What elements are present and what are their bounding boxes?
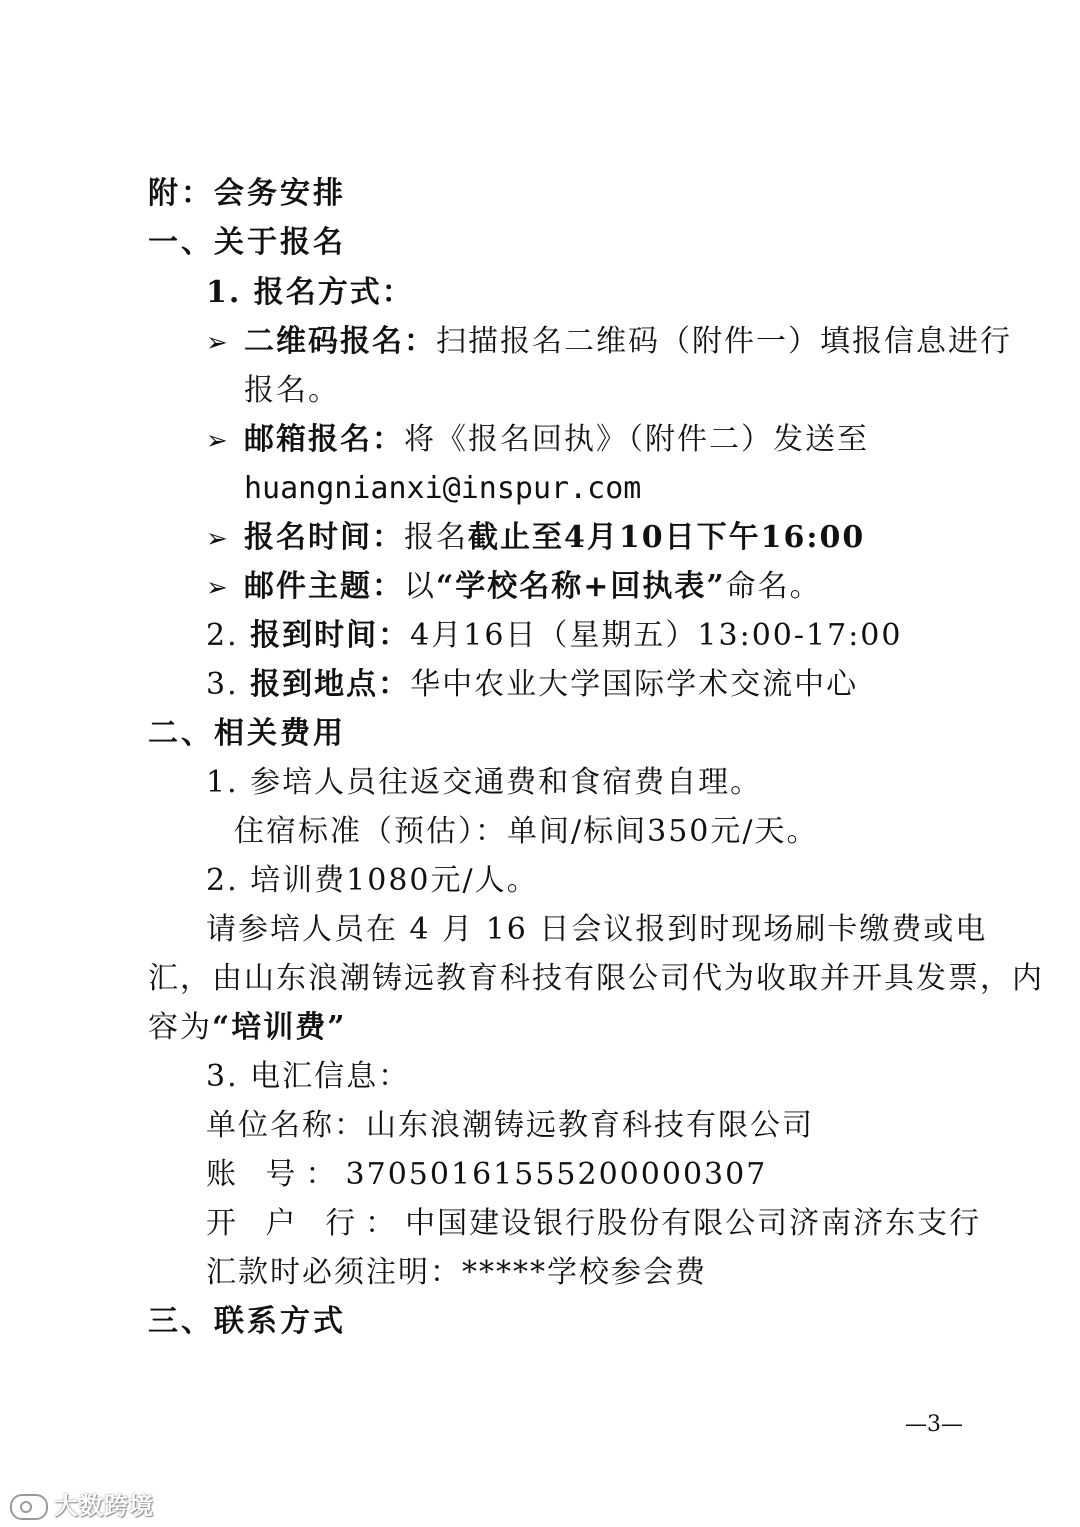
section-heading-contact: 三、联系方式: [148, 1304, 346, 1339]
brand-logo-icon: [10, 1494, 48, 1520]
deadline-value: 截止至4月10日下午16:00: [468, 520, 866, 555]
wire-unit-name: [206, 1106, 814, 1146]
field-value: 中国建设银行股份有限公司济南济东支行: [405, 1206, 982, 1241]
bullet-text: 将《报名回执》（附件二）发送至: [404, 422, 869, 457]
page-number: —3—: [905, 1412, 963, 1437]
fee-item-training: 2. 培训费1080元/人。: [206, 863, 539, 898]
field-label: 单位名称：: [206, 1108, 366, 1143]
item-text: 4月16日（星期五）13:00-17:00: [410, 618, 903, 653]
page-title: 附：会务安排: [148, 176, 346, 211]
field-label: 账 号：: [206, 1157, 346, 1192]
bullet-email-subject: [206, 567, 822, 608]
field-label: 汇款时必须注明：: [206, 1255, 462, 1290]
field-value: *****学校参会费: [462, 1255, 707, 1290]
item-number: 3.: [206, 667, 239, 702]
arrow-bullet-icon: ➢: [206, 328, 230, 358]
item-checkin-location: [206, 665, 858, 705]
bullet-label: 报名时间：: [244, 520, 404, 555]
item-label: 报到时间：: [250, 618, 411, 653]
item-registration-method: 1. 报名方式：: [206, 275, 414, 310]
item-number: 2.: [206, 618, 239, 653]
arrow-bullet-icon: ➢: [206, 573, 230, 603]
paragraph-text: 容为: [148, 1010, 212, 1045]
item-label: 报到地点：: [250, 667, 411, 702]
watermark: [10, 1486, 154, 1521]
field-value: 山东浪潮铸远教育科技有限公司: [366, 1108, 814, 1143]
arrow-bullet-icon: ➢: [206, 426, 230, 456]
bullet-text: 扫描报名二维码（附件一）填报信息进行: [436, 324, 1012, 359]
watermark-text: 大数跨境: [54, 1492, 154, 1520]
bullet-text-end: 命名。: [725, 569, 822, 604]
subject-format: “学校名称+回执表”: [436, 569, 726, 604]
bullet-qr-registration: [206, 322, 1012, 363]
arrow-bullet-icon: ➢: [206, 524, 230, 554]
wire-info-heading: 3. 电汇信息：: [206, 1059, 411, 1094]
bullet-label: 二维码报名：: [244, 324, 436, 359]
section-heading-registration: 一、关于报名: [148, 225, 346, 260]
section-heading-fees: 二、相关费用: [148, 716, 346, 751]
invoice-content: “培训费”: [212, 1010, 347, 1045]
bullet-text: 以: [404, 569, 436, 604]
fee-item-travel: 1. 参培人员往返交通费和食宿费自理。: [206, 765, 763, 800]
item-text: 华中农业大学国际学术交流中心: [410, 667, 859, 702]
bullet-email-registration: [206, 420, 869, 461]
wire-account-number: [206, 1155, 767, 1195]
email-address: huangnianxi@inspur.com: [244, 471, 642, 506]
bullet-registration-deadline: [206, 518, 865, 559]
wire-bank: [206, 1204, 981, 1244]
field-value: 37050161555200000307: [345, 1157, 768, 1192]
fee-item-accommodation: 住宿标准（预估）：单间/标间350元/天。: [234, 814, 819, 849]
payment-paragraph-line: 汇，由山东浪潮铸远教育科技有限公司代为收取并开具发票，内: [148, 961, 1044, 996]
bullet-qr-text-continued: 报名。: [244, 373, 340, 408]
payment-paragraph-line: 请参培人员在 4 月 16 日会议报到时现场刷卡缴费或电: [206, 912, 988, 947]
bullet-text: 报名: [404, 520, 468, 555]
payment-paragraph-line: [148, 1008, 347, 1048]
item-checkin-time: [206, 616, 902, 656]
bullet-label: 邮箱报名：: [244, 422, 404, 457]
bullet-label: 邮件主题：: [244, 569, 404, 604]
field-label: 开 户 行：: [206, 1206, 406, 1241]
wire-remittance-note: [206, 1253, 707, 1293]
